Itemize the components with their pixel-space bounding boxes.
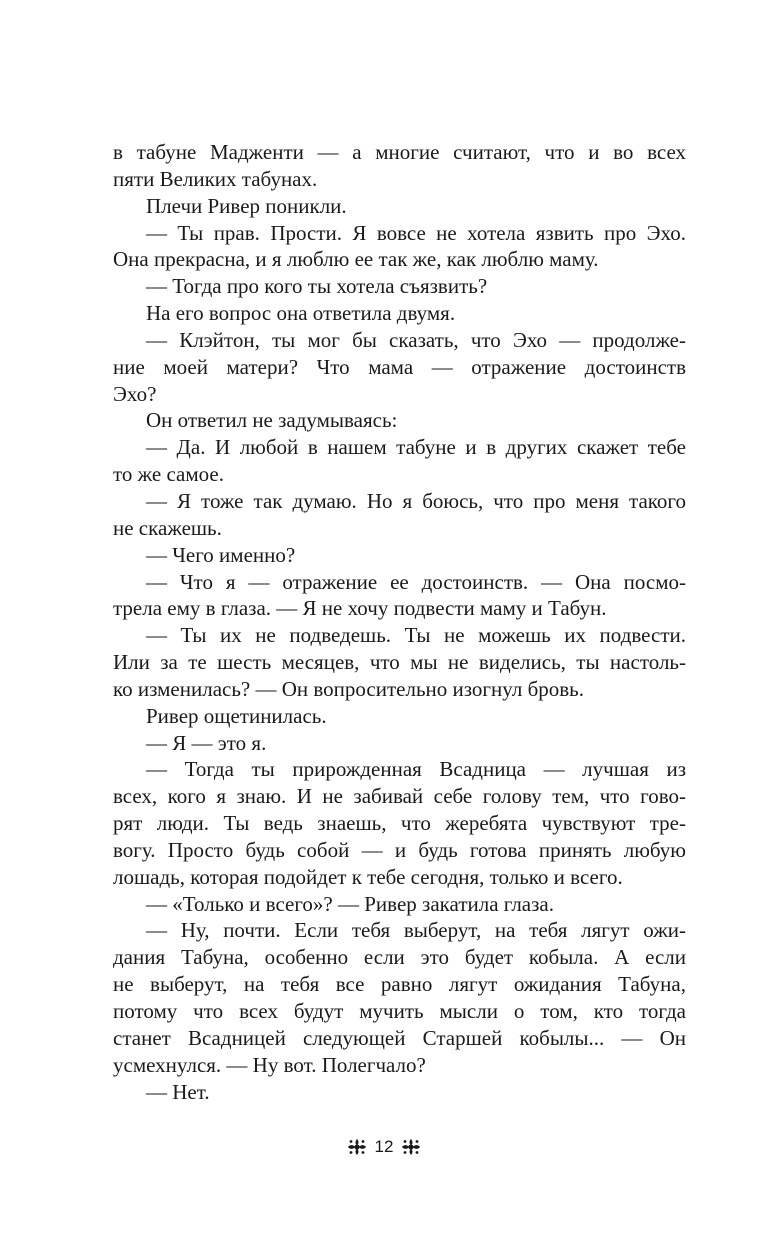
text-line: всех, кого я знаю. И не забивай себе голову тем, что гово- [113, 784, 686, 809]
text-line: — Ты их не подведешь. Ты не можешь их подвести. [146, 623, 686, 648]
text-line: Она прекрасна, и я люблю ее так же, как люблю маму. [113, 247, 599, 272]
text-line: — Клэйтон, ты мог бы сказать, что Эхо — продолже- [146, 327, 686, 352]
text-line: — «Только и всего»? — Ривер закатила глаза. [146, 891, 554, 916]
text-line: — Да. И любой в нашем табуне и в других скажет тебе [146, 435, 686, 460]
text-line: Или за те шесть месяцев, что мы не виделись, ты настоль- [113, 650, 686, 675]
text-line: — Ты прав. Прости. Я вовсе не хотела язвить про Эхо. [146, 220, 686, 245]
text-line: — Я тоже так думаю. Но я боюсь, что про меня такого [146, 488, 686, 513]
fleuron-icon [400, 1138, 422, 1156]
text-line: ние моей матери? Что мама — отражение достоинств [113, 354, 686, 379]
text-line: — Тогда ты прирожденная Всадница — лучшая из [146, 757, 686, 782]
text-line: На его вопрос она ответила двумя. [146, 301, 456, 326]
text-line: Плечи Ривер поникли. [146, 193, 347, 218]
text-line: дания Табуна, особенно если это будет кобыла. А если [113, 945, 686, 970]
text-line: — Что я — отражение ее достоинств. — Она посмо- [146, 569, 686, 594]
text-line: трела ему в глаза. — Я не хочу подвести маму и Табун. [113, 596, 607, 621]
text-line: то же самое. [113, 462, 224, 487]
text-line: ко изменилась? — Он вопросительно изогнул бровь. [113, 676, 585, 701]
text-line: пяти Великих табунах. [113, 166, 318, 191]
fleuron-icon [346, 1138, 368, 1156]
text-line: Ривер ощетинилась. [146, 703, 327, 728]
text-line: лошадь, которая подойдет к тебе сегодня, только и всего. [113, 864, 623, 889]
text-line: — Чего именно? [146, 542, 296, 567]
text-line: потому что всех будут мучить мысли о том, кто тогда [113, 999, 686, 1023]
text-line: — Ну, почти. Если тебя выберут, на тебя лягут ожи- [146, 918, 686, 943]
text-line: вогу. Просто будь собой — и будь готова принять любую [113, 837, 686, 862]
text-line: — Нет. [146, 1079, 210, 1104]
page-footer [0, 1134, 768, 1160]
page-number: 12 [374, 1137, 394, 1156]
text-line: не скажешь. [113, 515, 222, 540]
text-line: не выберут, на тебя все равно лягут ожидания Табуна, [113, 972, 686, 997]
text-line: станет Всадницей следующей Старшей кобылы... — Он [113, 1025, 686, 1050]
text-line: усмехнулся. — Ну вот. Полегчало? [113, 1052, 426, 1077]
text-line: — Тогда про кого ты хотела съязвить? [146, 274, 488, 299]
text-line: в табуне Мадженти — а многие считают, что и во всех [113, 140, 686, 164]
text-line: рят люди. Ты ведь знаешь, что жеребята чувствуют тре- [113, 811, 686, 836]
text-line: Он ответил не задумываясь: [146, 408, 398, 433]
text-line: Эхо? [113, 381, 157, 406]
text-line: — Я — это я. [146, 730, 267, 755]
body-text [113, 139, 686, 1105]
